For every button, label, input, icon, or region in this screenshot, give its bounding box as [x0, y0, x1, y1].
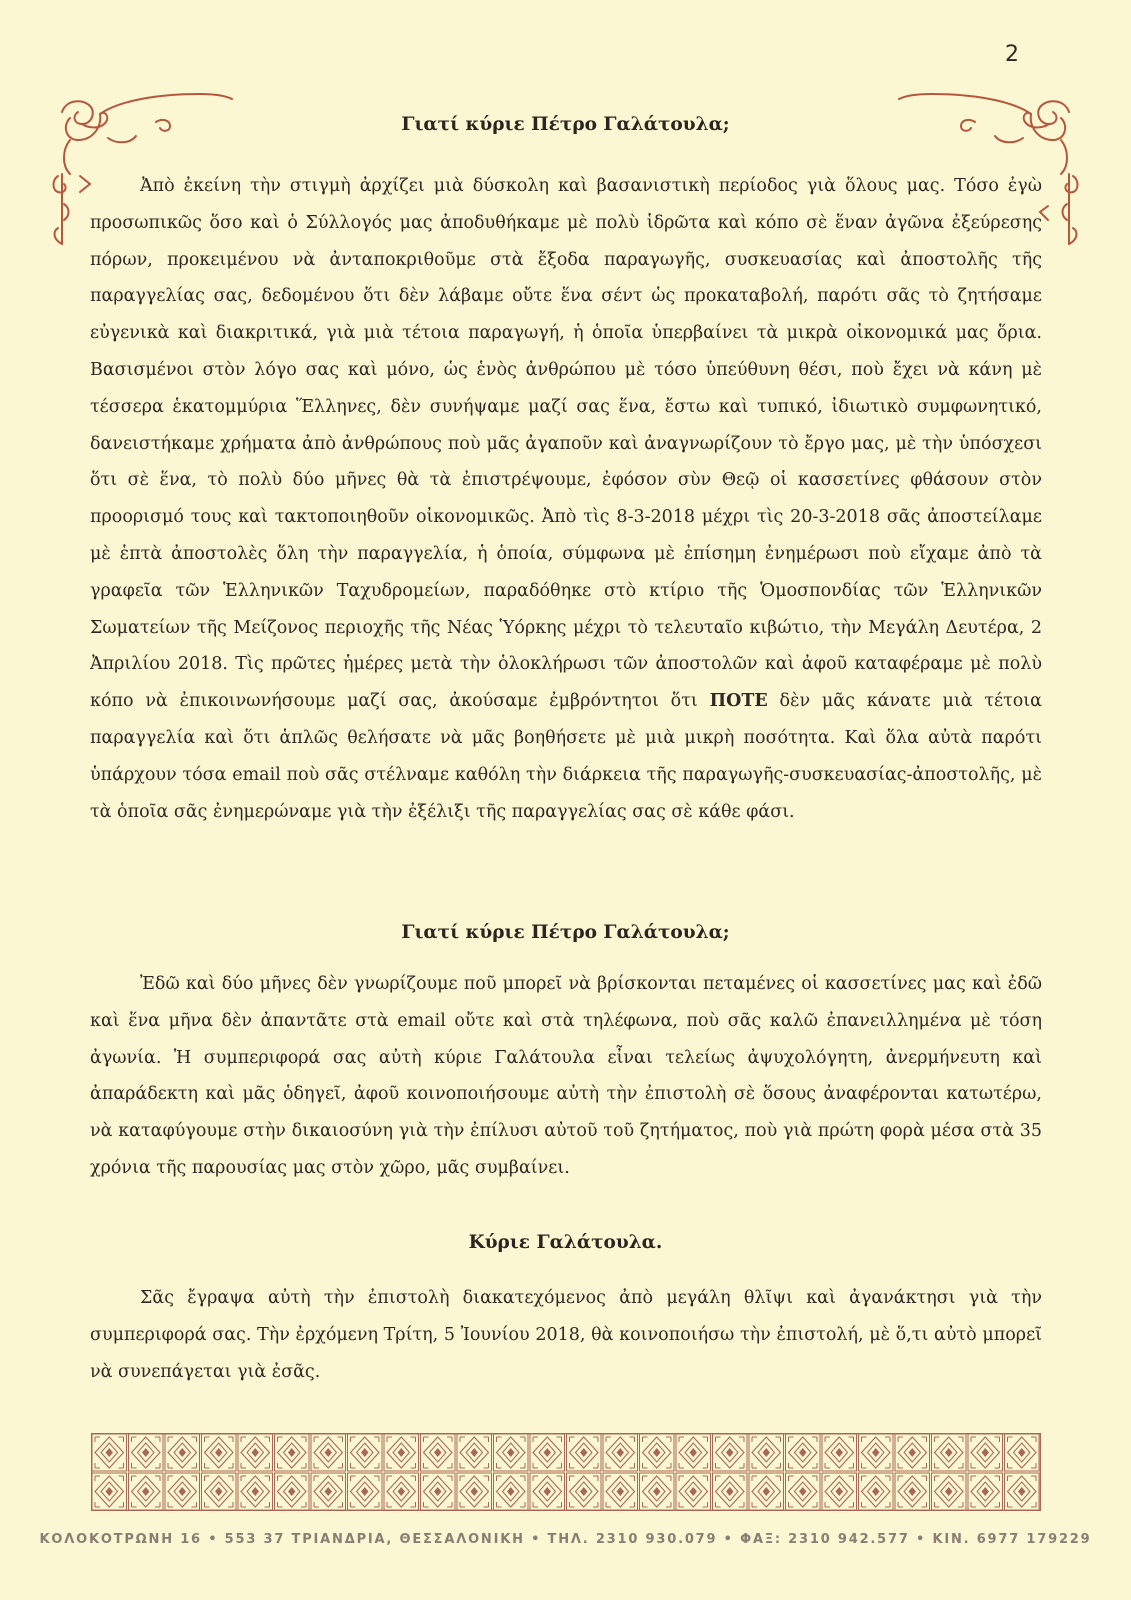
emphasis-text: ΠΟΤΕ — [709, 691, 768, 712]
paragraph-body: Ἐδῶ καὶ δύο μῆνες δὲν γνωρίζουμε ποῦ μπορεῖ νὰ βρίσκονται πεταμένες οἱ κασσετίνες μας καὶ ἐδῶ καὶ ἕνα μῆνα δὲν ἀπαντᾶτε στὰ email οὔτε καὶ στὰ τηλέφωνα, ποὺ σᾶς καλῶ ἐπανειλλημένα μὲ τόση ἀγωνία. Ἡ συμπεριφορά σας αὐτὴ κύριε Γαλάτουλα εἶναι τελείως ἀψυχολόγητη, ἀνερμήνευτη καὶ ἀπαράδεκτη καὶ μᾶς ὁδηγεῖ, ἀφοῦ κοινοποιήσουμε αὐτὴ τὴν ἐπιστολὴ σὲ ὅσους ἀναφέρονται κατωτέρω, νὰ καταφύγουμε στὴν δικαιοσύνη γιὰ τὴν ἐπίλυσι αὐτοῦ τοῦ ζητήματος, ποὺ γιὰ πρώτη φορὰ μέσα στὰ 35 χρόνια τῆς παρουσίας μας στὸν χῶρο, μᾶς συμβαίνει. — [90, 974, 1042, 1178]
paragraph-text: Ἀπὸ ἐκείνη τὴν στιγμὴ ἀρχίζει μιὰ δύσκολη καὶ βασανιστικὴ περίοδος γιὰ ὅλους μας. Τόσο ἐγὼ προσωπικῶς ὅσο καὶ ὁ Σύλλογός μας ἀποδυθήκαμε μὲ πολὺ ἱδρῶτα καὶ κόπο σὲ ἕναν ἀγῶνα ἐξεύρεσης πόρων, προκειμένου νὰ ἀνταποκριθοῦμε στὰ ἔξοδα παραγωγῆς, συσκευασίας καὶ ἀποστολῆς τῆς παραγγελίας σας, δεδομένου ὅτι δὲν λάβαμε οὔτε ἕνα σέντ ὡς προκαταβολή, παρότι σᾶς τὸ ζητήσαμε εὐγενικὰ καὶ διακριτικά, γιὰ μιὰ τέτοια παραγωγή, ἡ ὁποῖα ὑπερβαίνει τὰ μικρὰ οἰκονομικά μας ὅρια. Βασισμένοι στὸν λόγο σας καὶ μόνο, ὡς ἑνὸς ἀνθρώπου μὲ τόσο ὑπεύθυνη θέσι, ποὺ ἔχει νὰ κάνη μὲ τέσσερα ἑκατομμύρια Ἕλληνες, δὲν συνήψαμε μαζί σας ἕνα, ἔστω καὶ τυπικό, ἰδιωτικὸ συμφωνητικό, δανειστήκαμε χρήματα ἀπὸ ἀνθρώπους ποὺ μᾶς ἀγαποῦν καὶ ἀναγνωρίζουν τὸ ἔργο μας, μὲ τὴν ὑπόσχεσι ὅτι σὲ ἕνα, τὸ πολὺ δύο μῆνες θὰ τὰ ἐπιστρέψουμε, ἐφόσον σὺν Θεῷ οἱ κασσετίνες φθάσουν στὸν προορισμό τους καὶ τακτοποιηθοῦν οἰκονομικῶς. Ἀπὸ τὶς 8-3-2018 μέχρι τὶς 20-3-2018 σᾶς ἀποστείλαμε μὲ ἑπτὰ ἀποστολὲς ὅλη τὴν παραγγελία, ἡ ὁποία, σύμφωνα μὲ ἐπίσημη ἐνημέρωσι ποὺ εἴχαμε ἀπὸ τὰ γραφεῖα τῶν Ἑλληνικῶν Ταχυδρομείων, παραδόθηκε στὸ κτίριο τῆς Ὁμοσπονδίας τῶν Ἑλληνικῶν Σωματείων τῆς Μείζονος περιοχῆς τῆς Νέας Ὑόρκης μέχρι τὸ τελευταῖο κιβώτιο, τὴν Μεγάλη Δευτέρα, 2 Ἀπριλίου 2018. Τὶς πρῶτες ἡμέρες μετὰ τὴν ὁλοκλήρωσι τῶν ἀποστολῶν καὶ ἀφοῦ καταφέραμε μὲ πολὺ κόπο νὰ ἐπικοινωνήσουμε μαζί σας, ἀκούσαμε ἐμβρόντητοι ὅτι — [90, 176, 1042, 712]
section-heading: Γιατί κύριε Πέτρο Γαλάτουλα; — [401, 922, 730, 943]
paragraph-text: δὲν μᾶς κάνατε μιὰ τέτοια παραγγελία καὶ ὅτι ἁπλῶς θελήσατε νὰ μᾶς βοηθήσετε μὲ μιὰ μικρὴ ποσότητα. Καὶ ὅλα αὐτὰ παρότι ὑπάρχουν τόσα email ποὺ σᾶς στέλναμε καθόλη τὴν διάρκεια τῆς παραγωγῆς-συσκευασίας-ἀποστολῆς, μὲ τὰ ὁποῖα σᾶς ἐνημερώναμε γιὰ τὴν ἐξέλιξι τῆς παραγγελίας σας σὲ κάθε φάσι. — [90, 691, 1042, 822]
section-heading: Γιατί κύριε Πέτρο Γαλάτουλα; — [401, 114, 730, 135]
section-heading: Κύριε Γαλάτουλα. — [468, 1232, 663, 1253]
paragraph-body — [90, 168, 1042, 830]
paragraph-body: Σᾶς ἔγραψα αὐτὴ τὴν ἐπιστολὴ διακατεχόμενος ἀπὸ μεγάλη θλῖψι καὶ ἀγανάκτησι γιὰ τὴν συμπεριφορά σας. Τὴν ἐρχόμενη Τρίτη, 5 Ἰουνίου 2018, θὰ κοινοποιήσω τὴν ἐπιστολή, μὲ ὅ,τι αὐτὸ μπορεῖ νὰ συνεπάγεται γιὰ ἐσᾶς. — [90, 1288, 1042, 1382]
decorative-pattern-band — [91, 1433, 1041, 1511]
page-number: 2 — [1005, 42, 1019, 67]
footer-address: ΚΟΛΟΚΟΤΡΩΝΗ 16 • 553 37 ΤΡΙΑΝΔΡΙΑ, ΘΕΣΣΑΛΟΝΙΚΗ • ΤΗΛ. 2310 930.079 • ΦΑΞ: 2310 942.577 • ΚΙΝ. 6977 179229 — [39, 1532, 1092, 1547]
